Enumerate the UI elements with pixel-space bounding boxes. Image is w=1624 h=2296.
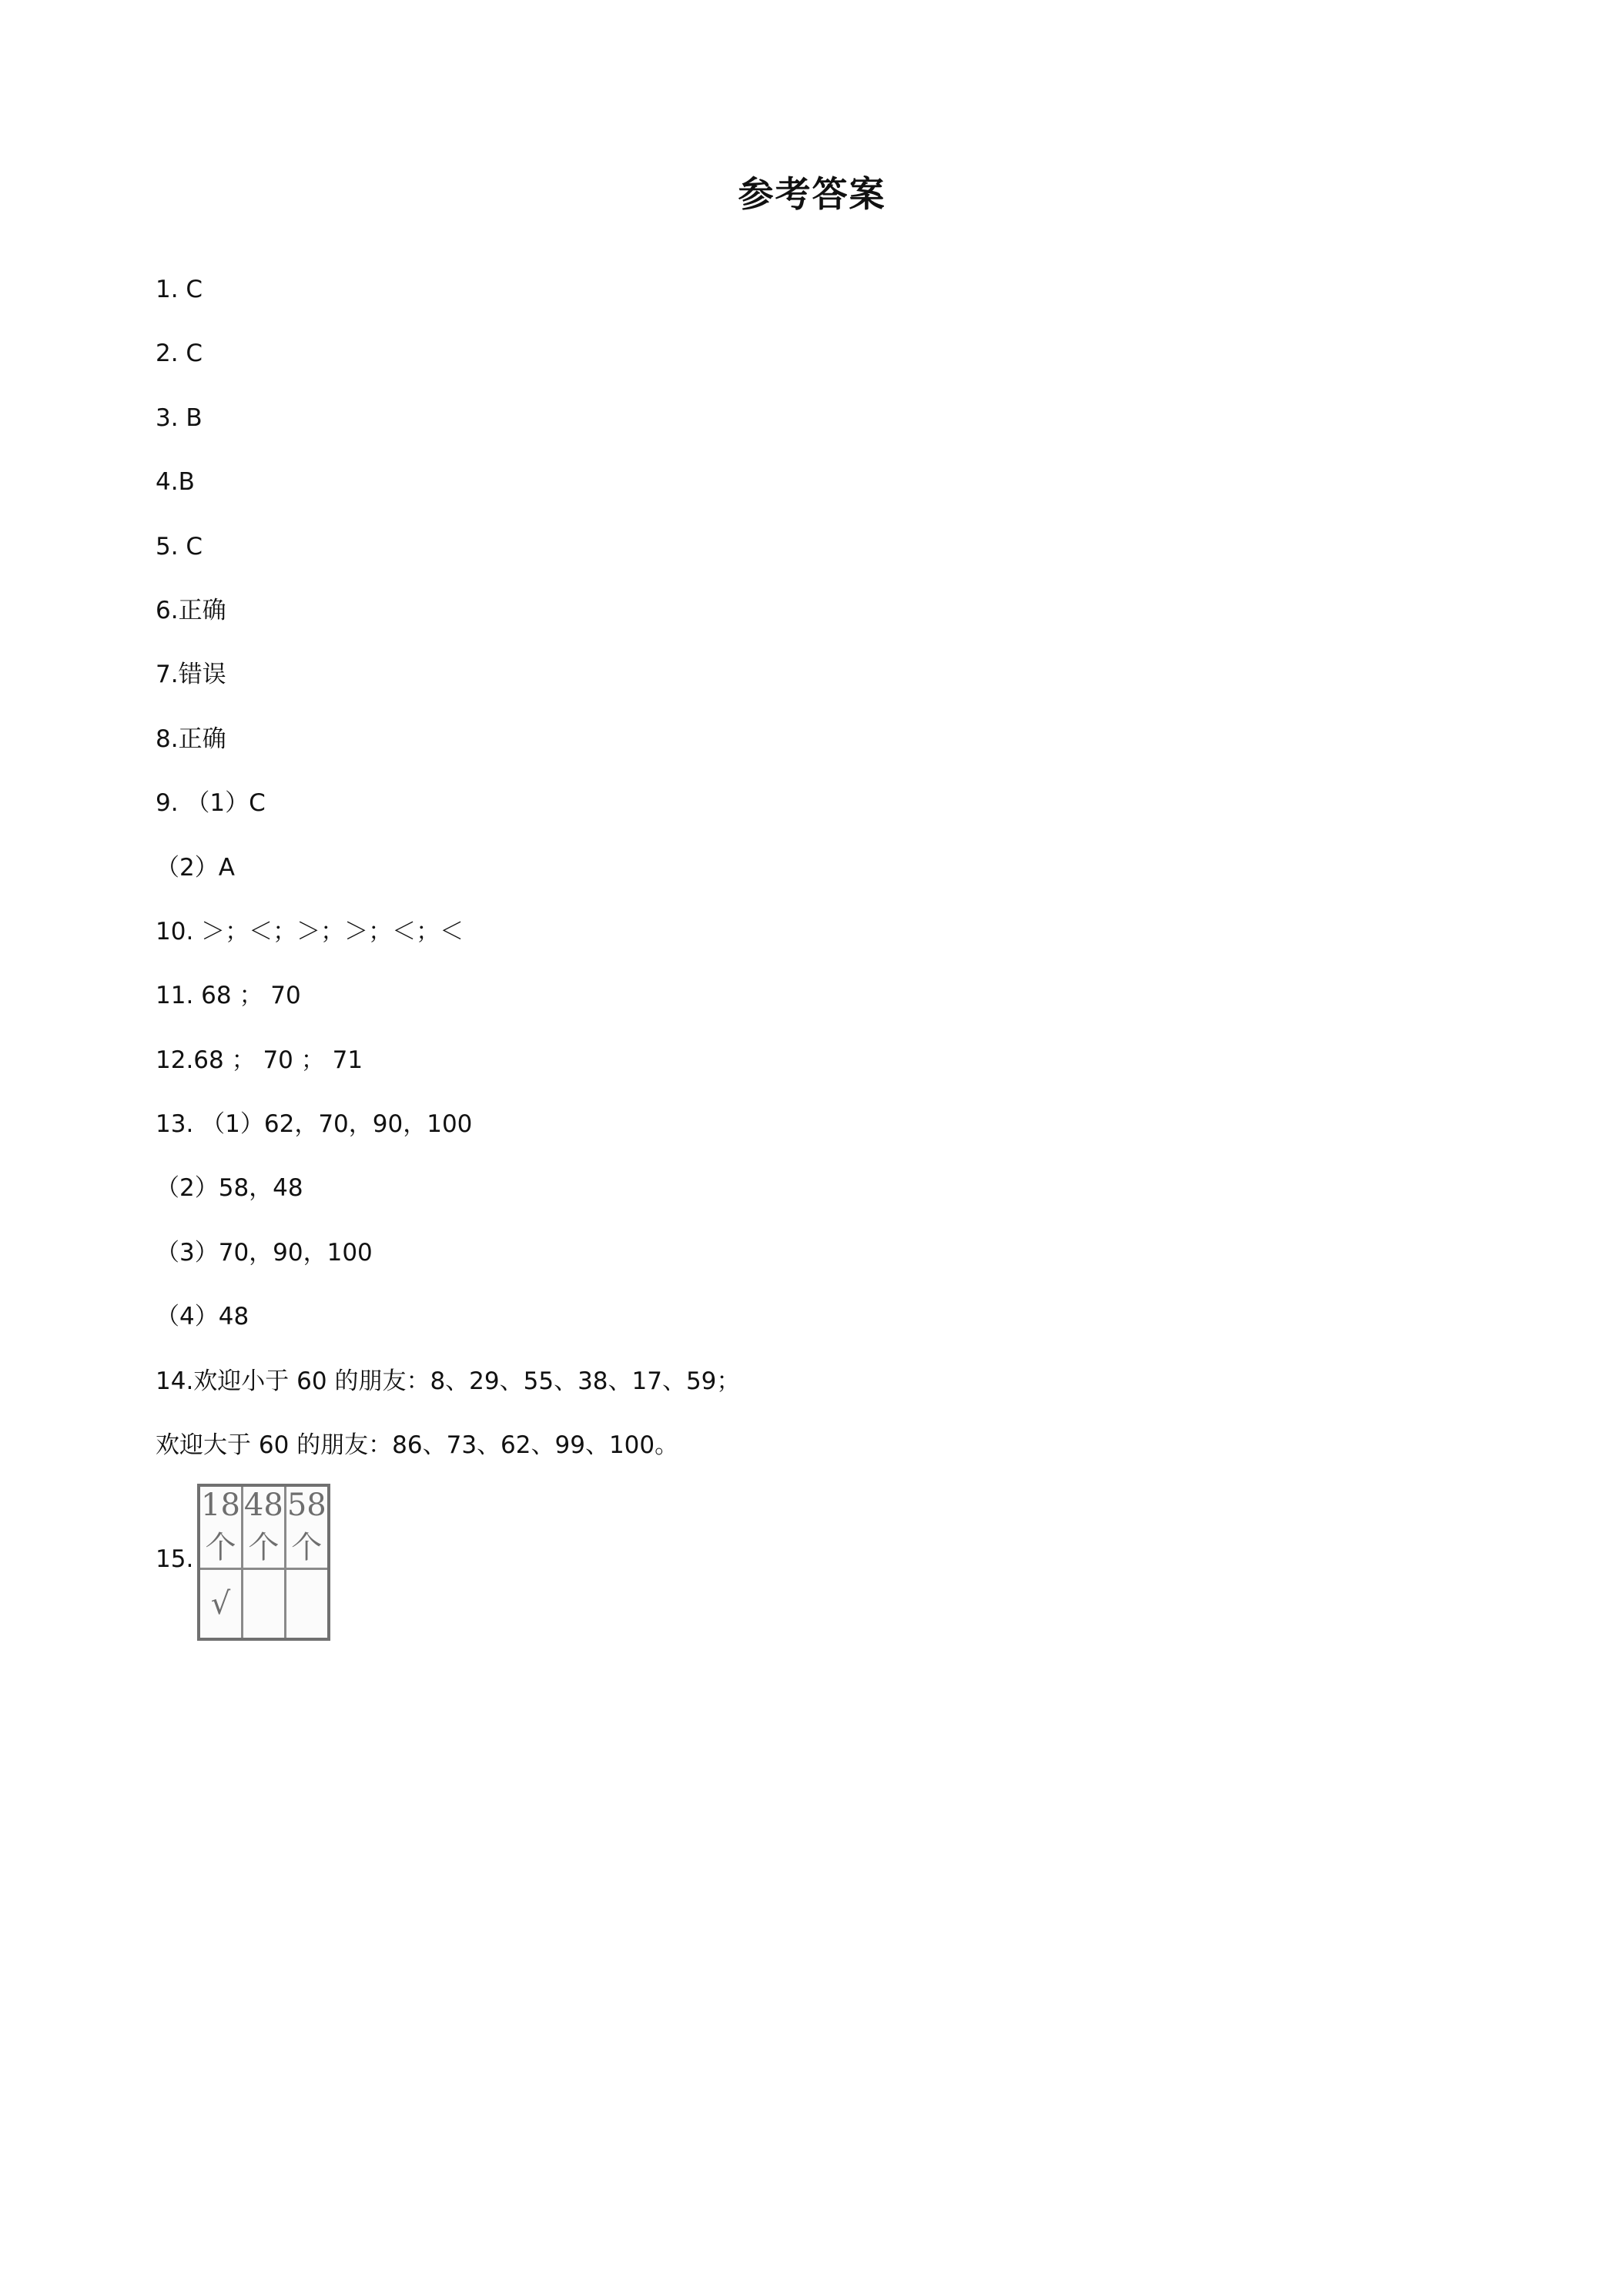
answer-9-part-1: 9. （1）C: [156, 789, 266, 818]
answer-14-part-2: 欢迎大于 60 的朋友：86、73、62、99、100。: [156, 1431, 679, 1460]
answer-12: 12.68 ； 70 ； 71: [156, 1046, 363, 1074]
answer-13-part-2: （2）58，48: [156, 1174, 303, 1203]
table-cell: [242, 1569, 285, 1640]
check-mark-icon: √: [210, 1586, 231, 1622]
answer-4: 4.B: [156, 468, 195, 497]
answer-9-part-2: （2）A: [156, 853, 235, 882]
table-header-cell: 18 个: [199, 1485, 242, 1569]
answer-14-part-1: 14.欢迎小于 60 的朋友：8、29、55、38、17、59；: [156, 1367, 741, 1395]
answer-15-table: [197, 1484, 330, 1641]
table-header-row: [199, 1485, 329, 1569]
answer-15-label: 15.: [156, 1545, 194, 1573]
answer-list: [156, 269, 1503, 1489]
answer-2: 2. C: [156, 340, 203, 368]
table-row: [199, 1569, 329, 1640]
answer-1: 1. C: [156, 276, 203, 303]
table-cell: [285, 1569, 328, 1640]
answer-13-part-1: 13. （1）62，70，90，100: [156, 1110, 473, 1139]
table-cell: [199, 1569, 242, 1640]
answer-6: 6.正确: [156, 596, 226, 624]
answer-13-part-3: （3）70，90，100: [156, 1238, 373, 1267]
page-title: 参考答案: [738, 173, 886, 215]
answer-3: 3. B: [156, 403, 203, 432]
answer-13-part-4: （4）48: [156, 1303, 249, 1331]
answer-8: 8.正确: [156, 725, 226, 753]
table-header-cell: 48 个: [242, 1485, 285, 1569]
table-header-cell: 58 个: [285, 1485, 328, 1569]
answer-5: 5. C: [156, 532, 203, 561]
answer-10: 10. ＞；＜；＞；＞；＜；＜: [156, 917, 464, 946]
answer-7: 7.错误: [156, 661, 226, 689]
answer-11: 11. 68 ； 70: [156, 982, 301, 1010]
